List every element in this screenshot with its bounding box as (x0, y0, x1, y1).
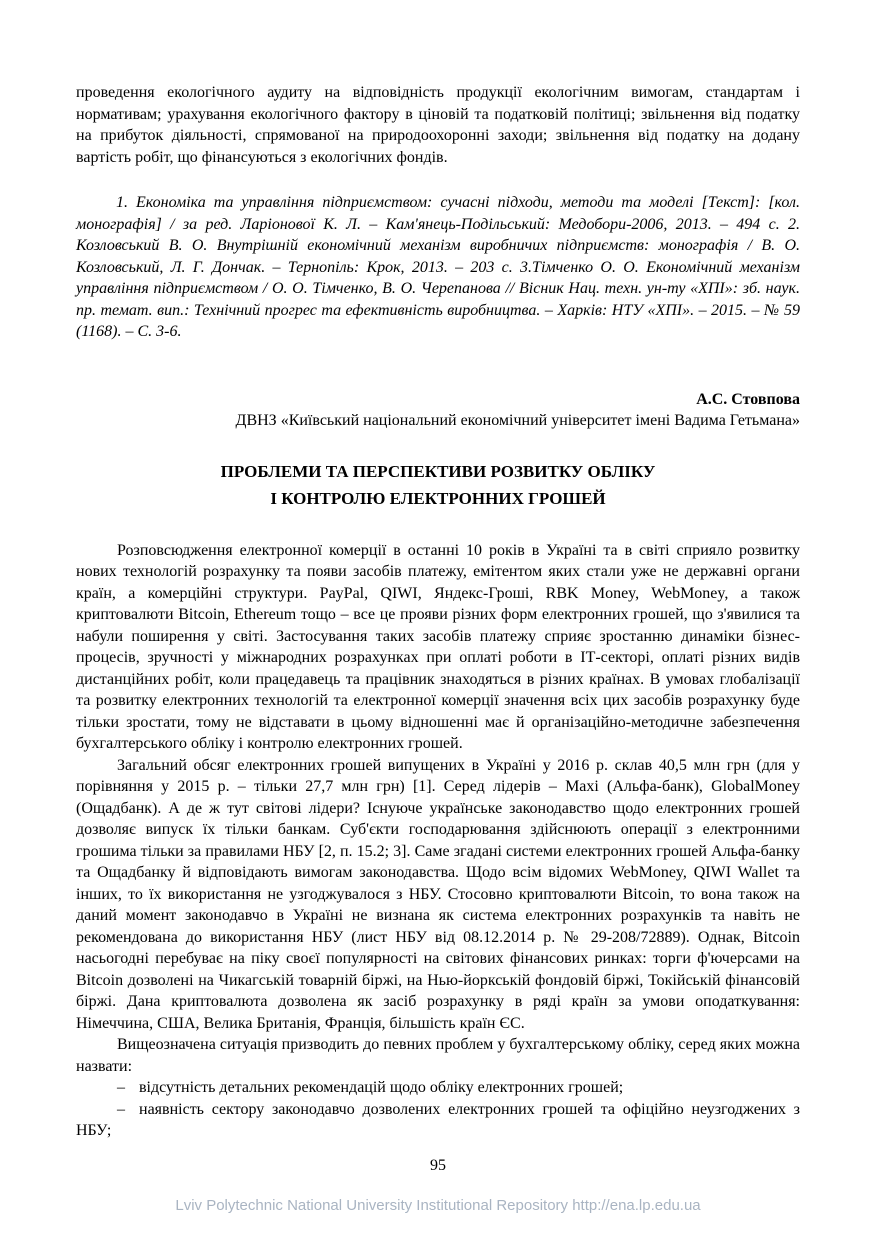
bullet-text: відсутність детальних рекомендацій щодо обліку електронних грошей; (139, 1079, 624, 1096)
repository-footer: Lviv Polytechnic National University Institutional Repository http://ena.lp.edu.ua (175, 1196, 701, 1214)
article-title (76, 458, 800, 512)
article-title-line-2: І КОНТРОЛЮ ЕЛЕКТРОННИХ ГРОШЕЙ (270, 488, 606, 508)
bullet-item (76, 1099, 800, 1142)
references-list: 1. Економіка та управління підприємством: сучасні підходи, методи та моделі [Текст]: [кол. монографія] / за ред. Ларіонової К. Л. – Кам'янець-Подільський: Медобори-2006, 2013. – 494 с. 2. Козловський В. О. Внутрішній економічний механізм виробничих підприємств: монографія / В. О. Козловський, Л. Г. Дончак. – Тернопіль: Крок, 2013. – 203 с. 3.Тімченко О. О. Економічний механізм управління підприємством / О. О. Тімченко, В. О. Черепанова // Вісник Нац. техн. ун-ту «ХПІ»: зб. наук. пр. темат. вип.: Технічний прогрес та ефективність виробництва. – Харків: НТУ «ХПІ». – 2015. – № 59 (1168). – С. 3-6. (76, 194, 800, 340)
bullet-item (76, 1077, 800, 1099)
bullet-dash: – (117, 1079, 125, 1096)
bullet-dash: – (117, 1100, 125, 1118)
page-number: 95 (430, 1156, 446, 1174)
article-title-line-1: ПРОБЛЕМИ ТА ПЕРСПЕКТИВИ РОЗВИТКУ ОБЛІКУ (220, 461, 656, 481)
author-affiliation: ДВНЗ «Київський національний економічний університет імені Вадима Гетьмана» (235, 412, 800, 429)
bullet-text: наявність сектору законодавчо дозволених електронних грошей та офіційно неузгоджених з НБУ; (76, 1100, 800, 1139)
author-name: А.С. Стовпова (696, 390, 800, 408)
body-paragraph: Вищеозначена ситуація призводить до певних проблем у бухгалтерському обліку, серед яких можна назвати: (76, 1036, 800, 1075)
body-paragraph: Розповсюдження електронної комерції в останні 10 років в Україні та в світі сприяло розвитку нових технологій розрахунку та появи засобів платежу, емітентом яких стали уже не державні органи країн, а комерційні структури. PayPal, QIWI, Яндекс-Гроші, RBK Money, WebMoney, а також криптовалюти Bitcoin, Ethereum тощо – все це прояви різних форм електронних грошей, що з'явилися та набули поширення у світі. Застосування таких засобів платежу сприяє зростанню динаміки бізнес-процесів, зручності у міжнародних розрахунках при оплаті роботи в ІТ-секторі, оплаті різних видів дистанційних робіт, коли працедавець та працівник знаходяться в різних країнах. В умовах глобалізації та розвитку електронних технологій та електронної комерції значення всіх цих засобів розрахунку буде тільки зростати, тому не відставати в цьому відношенні має й організаційно-методичне забезпечення бухгалтерського обліку і контролю електронних грошей. (76, 541, 800, 752)
body-paragraph: Загальний обсяг електронних грошей випущених в Україні у 2016 р. склав 40,5 млн грн (для у порівняння у 2015 р. – тільки 27,7 млн грн) [1]. Серед лідерів – Maxi (Альфа-банк), GlobalMoney (Ощадбанк). А де ж тут світові лідери? Існуюче українське законодавство щодо електронних грошей дозволяє випуск їх тільки банкам. Суб'єкти господарювання здійснюють операції з електронними грошима тільки за правилами НБУ [2, п. 15.2; 3]. Саме згадані системи електронних грошей Альфа-банку та Ощадбанку й відповідають вимогам законодавства. Щодо всім відомих WebMoney, QIWI Wallet та інших, то їх використання не узгоджувалося з НБУ. Стосовно криптовалюти Bitcoin, то вона також на даний момент законодавчо в Україні не визнана як система електронних розрахунків та навіть не рекомендована до використання НБУ (лист НБУ від 08.12.2014 р. № 29-208/72889). Однак, Bitcoin насьогодні перебуває на піку своєї популярності на світових фінансових ринках: торги ф'ючерсами на Bitcoin дозволені на Чикагській товарній біржі, на Нью-йоркській фондовій біржі, Токійській фінансовій біржі. Дана криптовалюта дозволена як засіб розрахунку в ряді країн за умови оподаткування: Німеччина, США, Велика Британія, Франція, більшість країн ЄС. (76, 756, 800, 1032)
continuation-paragraph: проведення екологічного аудиту на відповідність продукції екологічним вимогам, стандартам і нормативам; урахування екологічного фактору в ціновій та податковій політиці; звільнення від податку на прибуток діяльності, спрямованої на природоохоронні заходи; звільнення від податку на додану вартість робіт, що фінансуються з екологічних фондів. (76, 84, 800, 166)
